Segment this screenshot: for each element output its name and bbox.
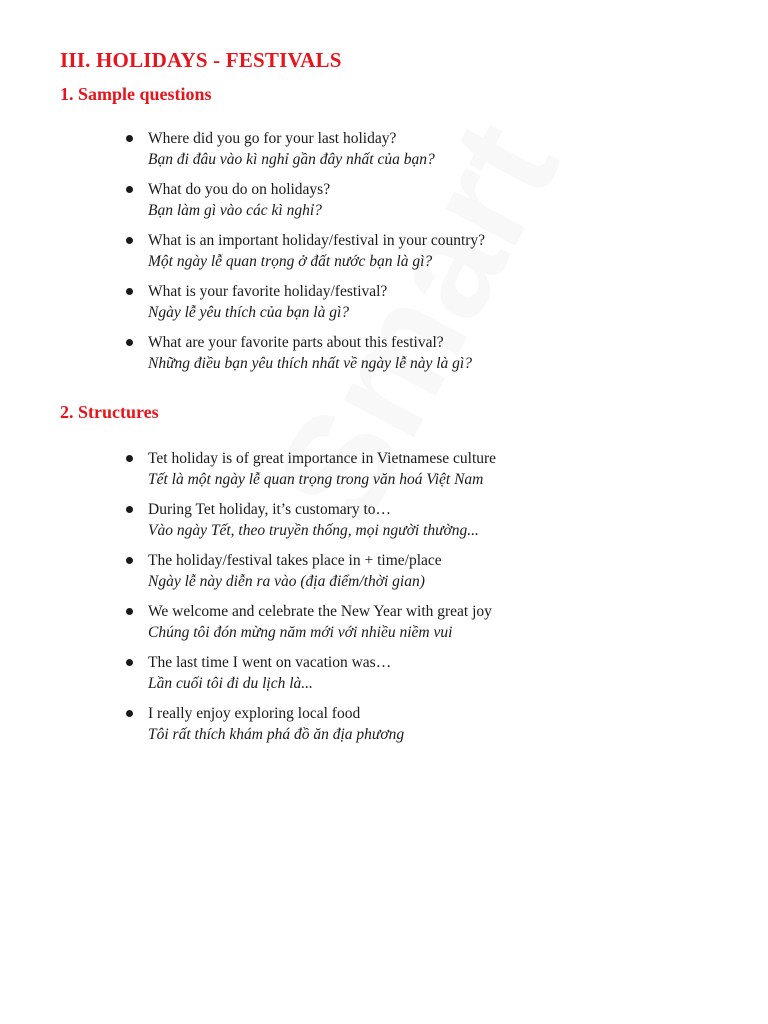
vietnamese-translation: Ngày lễ yêu thích của bạn là gì? [148,304,350,321]
list-item [124,448,496,499]
bullet-icon [126,288,133,295]
vietnamese-translation: Ngày lễ này diễn ra vào (địa điểm/thời gian) [148,573,425,590]
english-text: I really enjoy exploring local food [148,705,361,722]
section-heading-structures: 2. Structures [60,402,159,422]
bullet-icon [126,608,133,615]
english-text: What is your favorite holiday/festival? [148,283,388,300]
bullet-icon [126,135,133,142]
list-item [124,550,496,601]
bullet-icon [126,237,133,244]
vietnamese-translation: Những điều bạn yêu thích nhất về ngày lễ này là gì? [148,355,472,372]
bullet-icon [126,710,133,717]
english-text: The last time I went on vacation was… [148,654,392,671]
english-text: We welcome and celebrate the New Year with great joy [148,603,492,620]
list-item [124,332,485,383]
structures-list [124,448,496,754]
vietnamese-translation: Một ngày lễ quan trọng ở đất nước bạn là gì? [148,253,433,270]
page-title: III. HOLIDAYS - FESTIVALS [60,48,342,72]
bullet-icon [126,659,133,666]
english-text: The holiday/festival takes place in + time/place [148,552,442,569]
vietnamese-translation: Bạn đi đâu vào kì nghỉ gần đây nhất của bạn? [148,151,435,168]
bullet-icon [126,557,133,564]
list-item [124,703,496,754]
list-item [124,179,485,230]
vietnamese-translation: Chúng tôi đón mừng năm mới với nhiều niềm vui [148,624,453,641]
english-text: What is an important holiday/festival in your country? [148,232,486,249]
bullet-icon [126,339,133,346]
english-text: What are your favorite parts about this festival? [148,334,444,351]
section-heading-sample-questions: 1. Sample questions [60,84,212,104]
list-item [124,601,496,652]
vietnamese-translation: Tết là một ngày lễ quan trọng trong văn hoá Việt Nam [148,471,484,488]
list-item [124,281,485,332]
vietnamese-translation: Vào ngày Tết, theo truyền thống, mọi người thường... [148,522,479,539]
list-item [124,230,485,281]
bullet-icon [126,506,133,513]
list-item [124,652,496,703]
vietnamese-translation: Tôi rất thích khám phá đồ ăn địa phương [148,726,405,743]
english-text: Tet holiday is of great importance in Vietnamese culture [148,450,497,467]
english-text: Where did you go for your last holiday? [148,130,397,147]
list-item [124,499,496,550]
sample-questions-list [124,128,485,383]
english-text: What do you do on holidays? [148,181,331,198]
vietnamese-translation: Lần cuối tôi đi du lịch là... [148,675,313,692]
vietnamese-translation: Bạn làm gì vào các kì nghỉ? [148,202,322,219]
list-item [124,128,485,179]
bullet-icon [126,455,133,462]
english-text: During Tet holiday, it’s customary to… [148,501,392,518]
bullet-icon [126,186,133,193]
